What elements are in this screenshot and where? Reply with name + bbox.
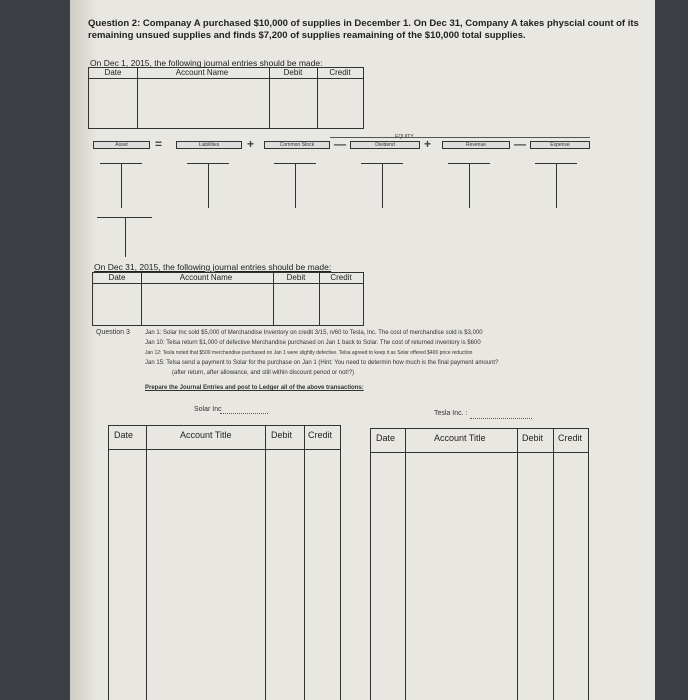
question-3-line-1: Jan 1: Solar Inc sold $5,000 of Merchandise Inventory on credit 3/15, n/60 to Tesla, Inc. The cost of merchandise sold is $3,000 [145, 330, 483, 336]
ledger-1-col-credit: Credit [308, 430, 333, 440]
t-account-revenue [448, 163, 490, 208]
equation-dividend: Dividend [350, 141, 420, 149]
journal-2-col-credit: Credit [330, 273, 352, 282]
journal-2-col-account: Account Name [179, 273, 233, 282]
equation-plus-2: + [424, 137, 432, 151]
journal-1-table [88, 67, 364, 129]
journal-1-title: On Dec 1, 2015, the following journal entries should be made: [90, 58, 323, 68]
ledger-1-table [108, 425, 341, 700]
journal-2-title: On Dec 31, 2015, the following journal entries should be made: [94, 262, 332, 272]
question-3-line-4: Jan 15: Telsa send a payment to Solar for the purchase on Jan 1 (Hint: You need to determin how much is the final payment amount? [145, 360, 499, 366]
t-account-expense [535, 163, 577, 208]
journal-1-col-credit: Credit [329, 68, 351, 77]
journal-1-col-debit: Debit [283, 68, 303, 77]
equation-equals: = [155, 137, 163, 151]
t-account-common-stock [274, 163, 316, 208]
journal-1-col-account: Account Name [175, 68, 229, 77]
question-3-line-2: Jan 10: Telsa return $1,000 of defective Merchandise purchased on Jan 1 back to Solar. The cost of returned inventory is $600 [145, 340, 481, 346]
question-3-instruction: Prepare the Journal Entries and post to Ledger all of the above transactions: [145, 385, 364, 391]
ledger-2-col-title: Account Title [434, 433, 486, 443]
journal-2-table [92, 272, 364, 326]
t-account-asset [100, 163, 142, 208]
t-account-liabilities [187, 163, 229, 208]
equation-expense: Expense [530, 141, 590, 149]
journal-2-col-date: Date [108, 273, 126, 282]
question-3-line-3: Jan 12: Tesla noted that $500 merchandise purchased on Jan 1 were slightly defective. Telsa agreed to keep it as Solar offered $400 price reduction [145, 350, 473, 356]
question-3-line-5: (after return, after allowance, and still within discount period or not!?) [172, 370, 355, 376]
equation-revenue: Revenue [442, 141, 510, 149]
t-account-dividend [361, 163, 403, 208]
equation-common-stock: Common Stock [264, 141, 330, 149]
ledger-1-name: Solar Inc [194, 406, 222, 413]
ledger-2-col-date: Date [376, 433, 396, 443]
equation-minus-1: — [334, 137, 346, 151]
ledger-1-col-date: Date [114, 430, 134, 440]
question-2-text: Question 2: Companay A purchased $10,000 of supplies in December 1. On Dec 31, Company A takes physcial count of its remaining unsued supplies and finds $7,200 of supplies reamaining of the $10,000 total supplies. [88, 18, 639, 41]
ledger-2-col-debit: Debit [522, 433, 544, 443]
t-account-extra [97, 217, 152, 257]
equation-liabilities: Liabilities [176, 141, 242, 149]
equity-bracket [330, 137, 590, 138]
ledger-2-table [370, 428, 589, 700]
ledger-2-col-credit: Credit [558, 433, 583, 443]
equation-asset: Asset [93, 141, 150, 149]
ledger-1-col-title: Account Title [180, 430, 232, 440]
journal-1-col-date: Date [104, 68, 122, 77]
journal-2-col-debit: Debit [286, 273, 306, 282]
ledger-1-name-line [220, 413, 268, 414]
question-3-label: Question 3 [96, 329, 130, 336]
equation-plus-1: + [247, 137, 255, 151]
ledger-1-col-debit: Debit [271, 430, 293, 440]
ledger-2-name: Tesla Inc. : [434, 410, 468, 417]
equation-minus-2: — [514, 137, 526, 151]
ledger-2-name-line [470, 418, 532, 419]
